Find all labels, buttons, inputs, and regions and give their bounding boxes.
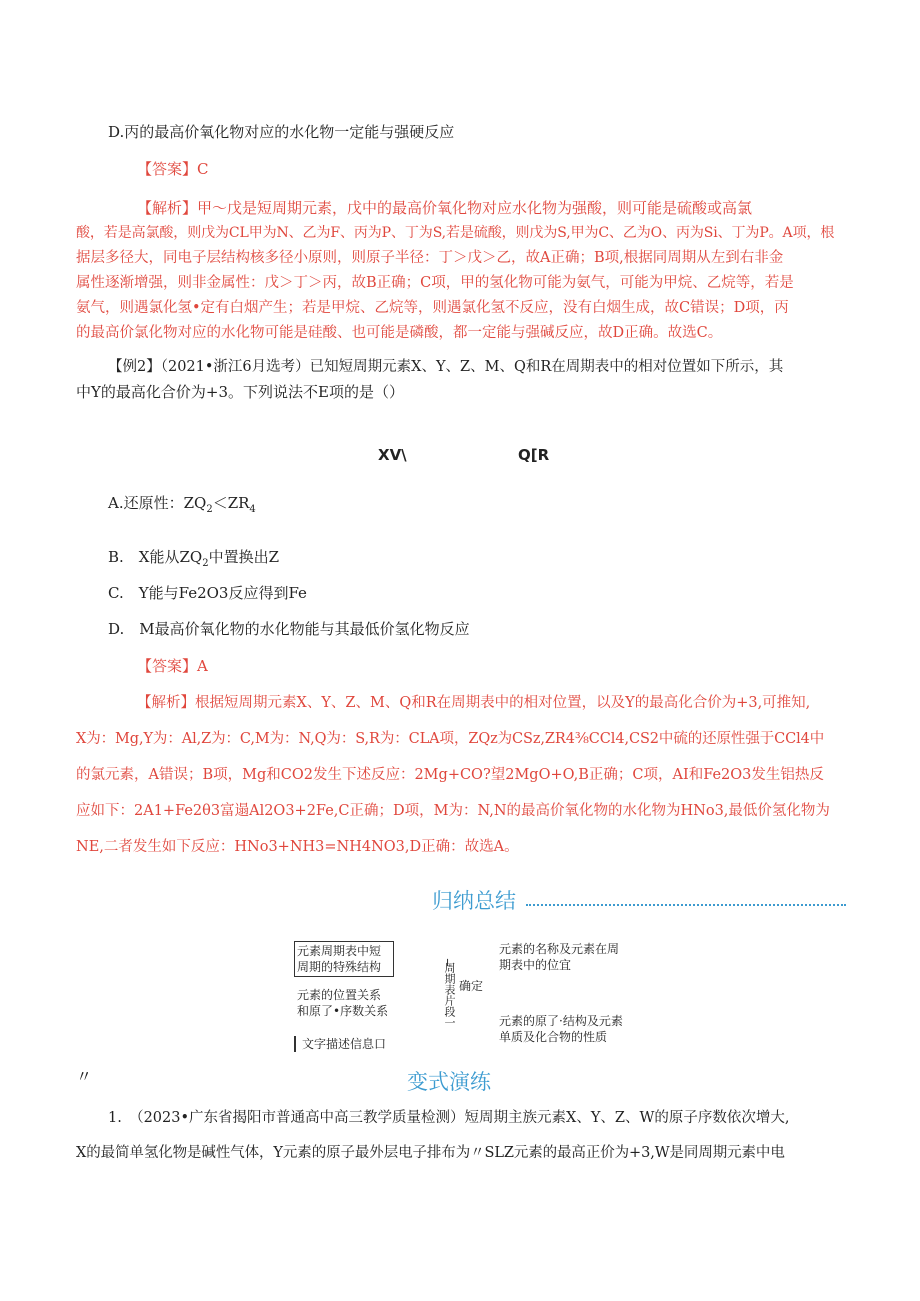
practice-q1-line-1: 1. （2023•广东省揭阳市普通高中高三教学质量检测）短周期主族元素X、Y、Z、W的原子序数依次增大, (108, 1110, 790, 1126)
diagram-vertical-label: 周期表片段一 (443, 962, 456, 1028)
diagram-position-relation: 元素的位置关系 和原了•序数关系 (297, 988, 389, 1018)
analysis-line-3: 的氯元素，A错误；B项，Mg和CO2发生下述反应：2Mg+CO?望2MgO+O,B正确；C项，AI和Fe2O3发生铝热反 (76, 767, 824, 783)
example2-line-1: 【例2】（2021•浙江6月选考）已知短周期元素X、Y、Z、M、Q和R在周期表中的相对位置如下所示，其 (108, 359, 784, 375)
analysis-prev-line-1: 【解析】甲～戊是短周期元素，戊中的最高价氧化物对应水化物为强酸，则可能是硫酸或高氯 (137, 199, 753, 217)
analysis-prev-line-5: 氨气，则遇氯化氢•定有白烟产生；若是甲烷、乙烷等，则遇氯化氢不反应，没有白烟生成，故C错误；D项，丙 (76, 300, 789, 316)
analysis-prev-line-2: 酸，若是高氯酸，则戊为CL甲为N、乙为F、丙为P、丁为S,若是硫酸，则戊为S,甲为C、乙为O、丙为Si、丁为P。A项，根 (76, 225, 835, 241)
analysis-prev-line-6: 的最高价氯化物对应的水化物可能是硅酸、也可能是磷酸，都一定能与强碱反应，故D正确。故选C。 (76, 325, 723, 341)
quote-mark: 〃 (76, 1067, 93, 1086)
option-b: B. X能从$ZQ_2$中置换出Z (108, 548, 280, 569)
option-c: C. Y能与Fe2O3反应得到Fe (108, 584, 307, 602)
answer-example2: 【答案】A (137, 657, 208, 675)
diagram-box-structure: 元素周期表中短 周期的特殊结构 (294, 941, 394, 977)
answer-prev: 【答案】C (137, 160, 209, 178)
table-left-cell: XV\ (378, 446, 407, 464)
analysis-prev-line-3: 据层多径大，同电子层结构核多径小原则，则原子半径：丁＞戊＞乙，故A正确；B项,根据同周期从左到右非金 (76, 250, 784, 266)
practice-q1-line-2: X的最简单氢化物是碱性气体，Y元素的原子最外层电子排布为〃SLZ元素的最高正价为+3,W是同周期元素中电 (76, 1145, 785, 1161)
table-right-cell: Q[R (518, 446, 550, 464)
diagram-determine: 确定 (459, 979, 484, 993)
analysis-line-2: X为：Mg,Y为：Al,Z为：C,M为：N,Q为：S,R为：CLA项，ZQz为CSz,ZR4⅜CCl4,CS2中硫的还原性强于CCl4中 (76, 731, 825, 747)
example2-line-2: 中Y的最高化合价为+3。下列说法不E项的是（） (76, 383, 404, 401)
analysis-line-1: 【解析】根据短周期元素X、Y、Z、M、Q和R在周期表中的相对位置，以及Y的最高化合价为+3,可推知, (137, 695, 811, 711)
diagram-text-info: 文字描述信息口 (294, 1036, 386, 1052)
diagram-right-2: 元素的原了·结构及元素 单质及化合物的性质 (499, 1014, 623, 1044)
summary-heading: 归纳总结 (432, 889, 516, 913)
option-a: A.还原性：$ZQ_2<ZR_4$ (108, 494, 256, 515)
analysis-line-4: 应如下：2A1+Fe2θ3富遢Al2O3+2Fe,C正确；D项，M为：N,N的最高价氧化物的水化物为HNo3,最低价氢化物为 (76, 803, 830, 819)
option-d: D. M最高价氧化物的水化物能与其最低价氢化物反应 (108, 620, 470, 638)
practice-heading: 变式演练 (407, 1070, 491, 1094)
analysis-line-5: NE,二者发生如下反应：HNo3+NH3=NH4NO3,D正确：故选A。 (76, 839, 519, 855)
option-d-prev: D.丙的最高价氧化物对应的水化物一定能与强硬反应 (108, 123, 455, 141)
analysis-prev-line-4: 属性逐渐增强，则非金属性：戊＞丁＞丙，故B正确；C项，甲的氢化物可能为氨气，可能为甲烷、乙烷等，若是 (76, 275, 794, 291)
diagram-mark: ╷ (444, 952, 452, 966)
diagram-right-1: 元素的名称及元素在周 期表中的位宜 (499, 942, 620, 972)
summary-dotted-rule (526, 900, 846, 906)
